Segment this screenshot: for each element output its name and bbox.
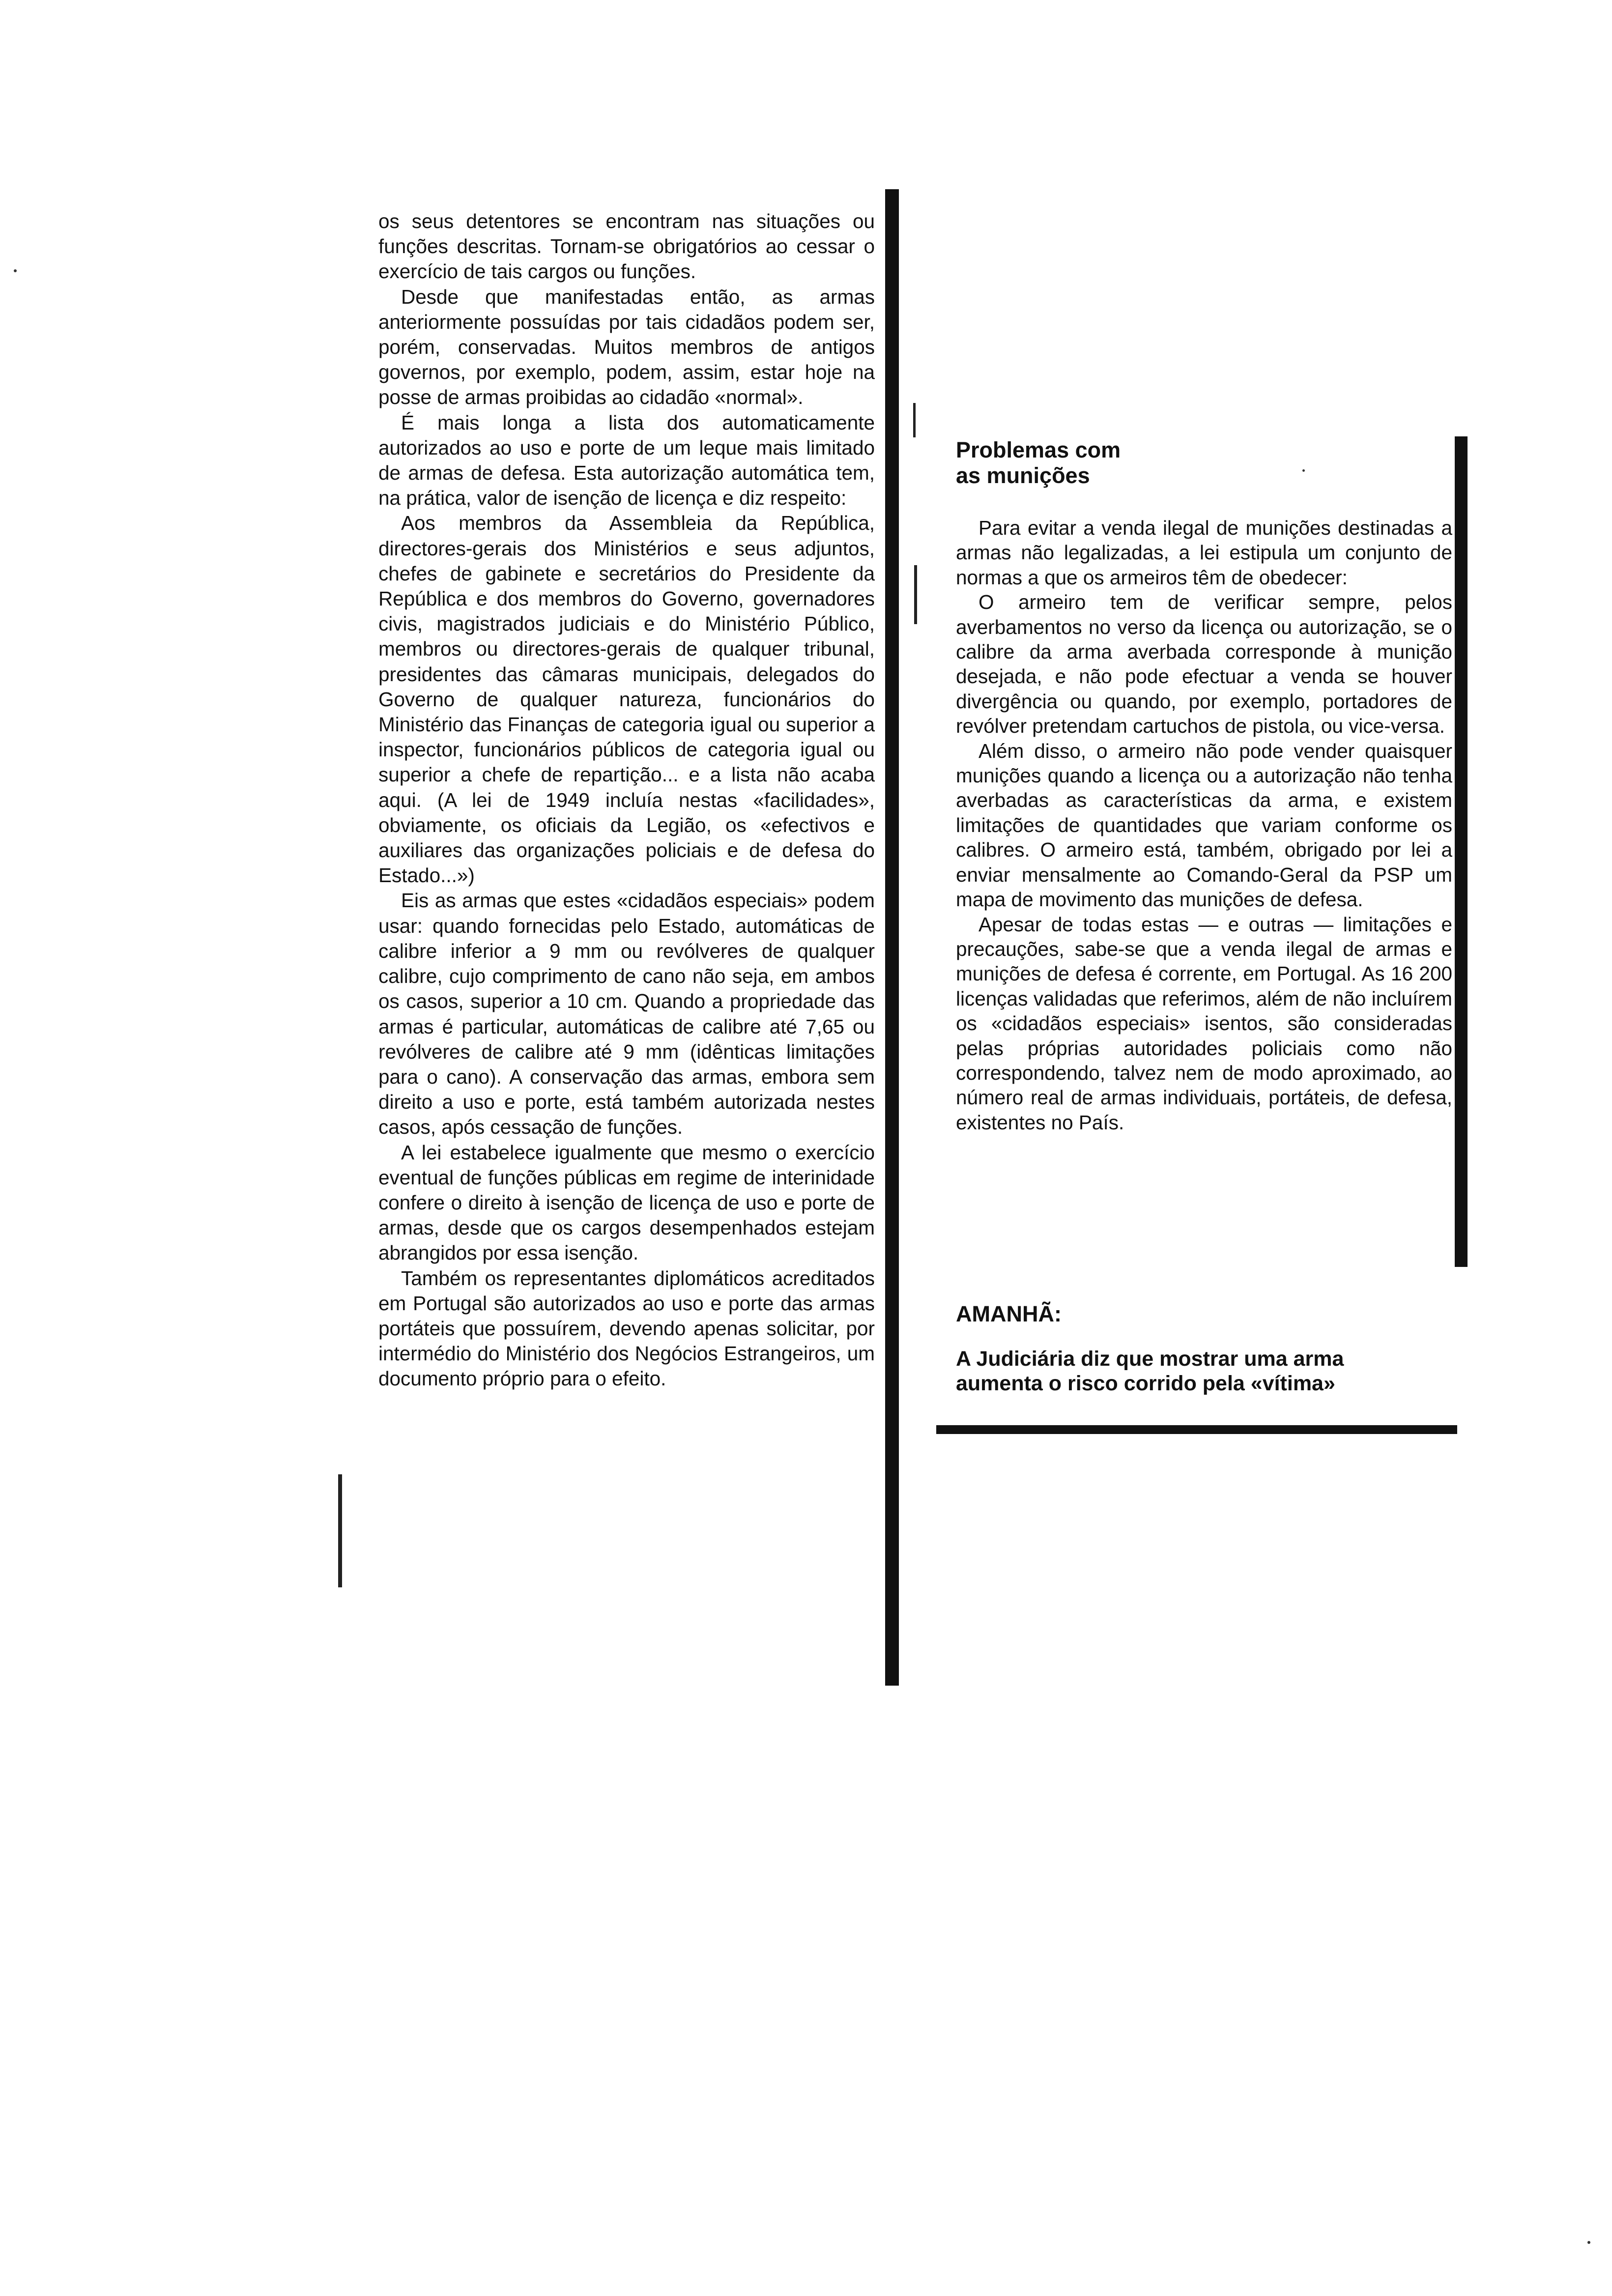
sidebar-title xyxy=(956,437,1452,488)
scan-edge-mark xyxy=(913,403,916,437)
sidebar-paragraph: Além disso, o armeiro não pode vender quaisquer munições quando a licença ou a autorização não tenha averbadas as características da arma, e existem limitações de quantidades que variam conforme os calibres. O armeiro está, também, obrigado por lei a enviar mensalmente ao Comando-Geral da PSP um mapa de movimento das munições de defesa. xyxy=(956,739,1452,911)
scan-speck xyxy=(1587,2241,1590,2244)
sidebar-title-line: Problemas com xyxy=(956,437,1121,462)
article-paragraph: Também os representantes diplomáticos acreditados em Portugal são autorizados ao uso e porte das armas portáteis que possuírem, devendo apenas solicitar, por intermédio do Ministério dos Negócios Estrangeiros, um documento próprio para o efeito. xyxy=(378,1266,875,1390)
sidebar-box xyxy=(956,437,1452,1135)
scan-edge-mark xyxy=(914,565,917,624)
article-paragraph: Aos membros da Assembleia da República, directores-gerais dos Ministérios e seus adjuntos, chefes de gabinete e secretários do Presidente da República e dos membros do Governo, governadores civis, magistrados judiciais e do Ministério Público, membros ou directores-gerais de qualquer tribunal, presidentes das câmaras municipais, delegados do Governo de qualquer natureza, funcionários do Ministério das Finanças de categoria igual ou superior a inspector, funcionários públicos de categoria igual ou superior a chefe de repartição... e a lista não acaba aqui. (A lei de 1949 incluía nestas «facilidades», obviamente, os oficiais da Legião, os «efectivos e auxiliares das organizações policiais e de defesa do Estado...») xyxy=(378,512,875,887)
article-left-column xyxy=(378,209,875,1392)
article-paragraph: A lei estabelece igualmente que mesmo o exercício eventual de funções públicas em regime de interinidade confere o direito à isenção de licença de uso e porte de armas, desde que os cargos desempenhados estejam abrangidos por essa isenção. xyxy=(378,1141,875,1264)
next-issue-label: AMANHÃ: xyxy=(956,1301,1062,1326)
next-issue-headline xyxy=(956,1347,1452,1396)
next-issue-headline-line: A Judiciária diz que mostrar uma arma xyxy=(956,1347,1344,1371)
sidebar-paragraph: Apesar de todas estas — e outras — limitações e precauções, sabe-se que a venda ilegal de armas e munições de defesa é corrente, em Portugal. As 16 200 licenças validadas que referimos, além de não incluírem os «cidadãos especiais» isentos, são consideradas pelas próprias autoridades policiais como não correspondendo, talvez nem de modo aproximado, ao número real de armas individuais, portáteis, de defesa, existentes no País. xyxy=(956,913,1452,1134)
sidebar-title-line: as munições xyxy=(956,463,1090,488)
article-paragraph: os seus detentores se encontram nas situações ou funções descritas. Tornam-se obrigatórios ao cessar o exercício de tais cargos ou funções. xyxy=(378,210,875,283)
sidebar-paragraph: O armeiro tem de verificar sempre, pelos averbamentos no verso da licença ou autorização, se o calibre da arma averbada corresponde à munição desejada, e não pode efectuar a venda se houver divergência ou quando, por exemplo, portadores de revólver pretendam cartuchos de pistola, ou vice-versa. xyxy=(956,591,1452,738)
scan-speck xyxy=(1302,469,1305,472)
article-paragraph: Eis as armas que estes «cidadãos especiais» podem usar: quando fornecidas pelo Estado, automáticas de calibre inferior a 9 mm ou revólveres de qualquer calibre, cujo comprimento de cano não seja, em ambos os casos, superior a 10 cm. Quando a propriedade das armas é particular, automáticas de calibre até 7,65 ou revólveres de calibre até 9 mm (idênticas limitações para o cano). A conservação das armas, embora sem direito a uso e porte, está também autorizada nestes casos, após cessação de funções. xyxy=(378,889,875,1139)
article-paragraph: Desde que manifestadas então, as armas anteriormente possuídas por tais cidadãos podem ser, porém, conservadas. Muitos membros de antigos governos, por exemplo, podem, assim, estar hoje na posse de armas proibidas ao cidadão «normal». xyxy=(378,285,875,409)
scan-speck xyxy=(14,269,17,272)
next-issue-headline-line: aumenta o risco corrido pela «vítima» xyxy=(956,1372,1335,1395)
sidebar-border-rule xyxy=(1455,436,1468,1267)
sidebar-paragraph: Para evitar a venda ilegal de munições destinadas a armas não legalizadas, a lei estipula um conjunto de normas a que os armeiros têm de obedecer: xyxy=(956,517,1452,589)
article-paragraph: É mais longa a lista dos automaticamente autorizados ao uso e porte de um leque mais limitado de armas de defesa. Esta autorização automática tem, na prática, valor de isenção de licença e diz respeito: xyxy=(378,411,875,510)
scan-edge-mark xyxy=(338,1474,342,1587)
sidebar-body xyxy=(956,516,1452,1135)
closing-rule xyxy=(936,1425,1457,1434)
column-divider-rule xyxy=(885,189,899,1686)
